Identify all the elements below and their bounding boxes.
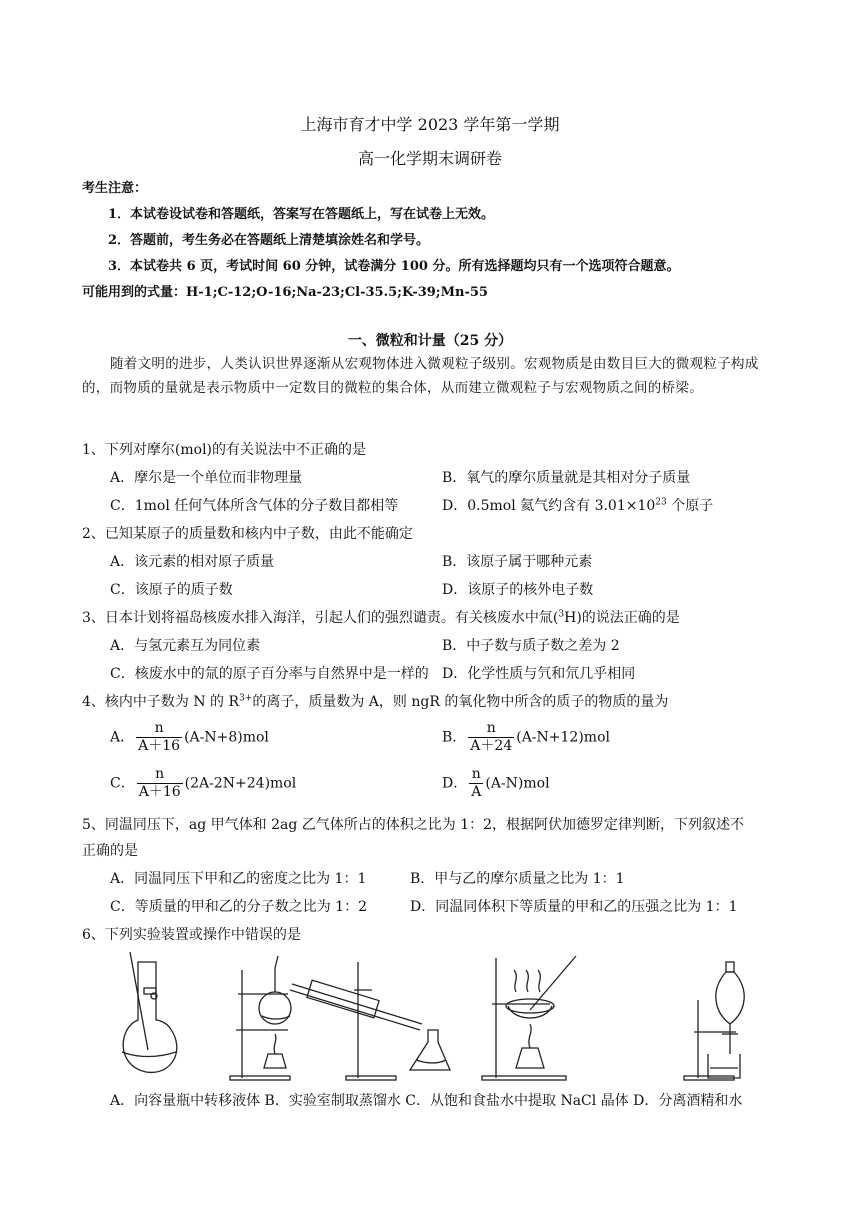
q2-option-a: A．该元素的相对原子质量 — [110, 554, 275, 570]
q4-option-a: A． $\frac{n}{A+16}$ (A-N+8)mol — [110, 720, 269, 754]
lab-apparatus-figure — [110, 950, 790, 1082]
evaporation-apparatus-icon — [482, 956, 576, 1080]
question-6-stem: 6、下列实验装置或操作中错误的是 — [82, 927, 301, 943]
exam-subtitle: 高一化学期末调研卷 — [357, 149, 502, 168]
q5-option-a: A．同温同压下甲和乙的密度之比为 1：1 — [110, 871, 367, 887]
q2-option-d: D．该原子的核外电子数 — [442, 582, 594, 598]
q4-option-c: C． $\frac{n}{A+16}$ (2A-2N+24)mol — [110, 766, 297, 800]
q2-option-c: C．该原子的质子数 — [110, 582, 233, 598]
q1-option-c: C．1mol 任何气体所含气体的分子数目都相等 — [110, 498, 399, 514]
question-5-stem-cont: 正确的是 — [82, 843, 138, 859]
notice-heading: 考生注意： — [82, 181, 148, 196]
section-heading: 一、微粒和计量（25 分） — [347, 333, 513, 349]
q4-option-b: B． $\frac{n}{A+24}$ (A-N+12)mol — [442, 720, 610, 754]
q3-option-d: D．化学性质与氕和氘几乎相同 — [442, 666, 636, 682]
q2-option-b: B．该原子属于哪种元素 — [442, 554, 593, 570]
notice-item-2: 2．答题前，考生务必在答题纸上清楚填涂姓名和学号。 — [108, 233, 430, 248]
q4-option-d: D． $\frac{n}{A}$ (A-N)mol — [442, 766, 550, 800]
q1-option-b: B．氧气的摩尔质量就是其相对分子质量 — [442, 470, 691, 486]
question-4-stem: 4、核内中子数为 N 的 $R^{3+}$的离子，质量数为 A，则 ngR 的氧化物中所含的质子的物质的量为 — [82, 693, 669, 710]
formula-masses: 可能用到的式量：H-1;C-12;O-16;Na-23;Cl-35.5;K-39;Mn-55 — [82, 285, 488, 300]
q3-option-c: C．核废水中的氚的原子百分率与自然界中是一样的 — [110, 666, 429, 682]
q1-option-d: D．0.5mol 氦气约含有 $3.01\times 10^{23}$ 个原子 — [442, 497, 714, 514]
question-2-stem: 2、已知某原子的质量数和核内中子数，由此不能确定 — [82, 526, 413, 542]
notice-item-1: 1．本试卷设试卷和答题纸，答案写在答题纸上，写在试卷上无效。 — [108, 207, 495, 222]
question-5-stem: 5、同温同压下，ag 甲气体和 2ag 乙气体所占的体积之比为 1：2，根据阿伏加德罗定律判断，下列叙述不 — [82, 817, 745, 833]
distillation-apparatus-icon — [230, 956, 450, 1080]
q3-option-a: A．与氢元素互为同位素 — [110, 638, 261, 654]
separatory-funnel-icon — [684, 962, 744, 1080]
q5-option-d: D．同温同体积下等质量的甲和乙的压强之比为 1：1 — [410, 899, 738, 915]
section-intro: 随着文明的进步，人类认识世界逐渐从宏观物体进入微观粒子级别。宏观物质是由数目巨大的微观粒子构成的，而物质的量就是表示物质中一定数目的微粒的集合体，从而建立微观粒子与宏观物质之间的桥梁。 — [82, 356, 759, 396]
question-1-stem: 1、下列对摩尔(mol)的有关说法中不正确的是 — [82, 442, 367, 458]
q5-option-b: B．甲与乙的摩尔质量之比为 1：1 — [410, 871, 625, 887]
fraction: $\frac{n}{A+16}$ — [138, 720, 181, 754]
q1-option-a: A．摩尔是一个单位而非物理量 — [110, 470, 303, 486]
fraction: $\frac{n}{A}$ — [471, 766, 482, 800]
volumetric-flask-icon — [122, 952, 177, 1072]
exam-title: 上海市育才中学 2023 学年第一学期 — [300, 115, 560, 134]
fraction: $\frac{n}{A+24}$ — [470, 720, 513, 754]
question-3-stem: 3、日本计划将福岛核废水排入海洋，引起人们的强烈谴责。有关核废水中氚($^3$H)的说法正确的是 — [82, 609, 680, 626]
q6-option-captions: A．向容量瓶中转移液体 B．实验室制取蒸馏水 C．从饱和食盐水中提取 NaCl 晶体 D．分离酒精和水 — [110, 1093, 743, 1109]
q3-option-b: B．中子数与质子数之差为 2 — [442, 638, 620, 654]
fraction: $\frac{n}{A+16}$ — [138, 766, 181, 800]
q5-option-c: C．等质量的甲和乙的分子数之比为 1：2 — [110, 899, 367, 915]
notice-item-3: 3．本试卷共 6 页，考试时间 60 分钟，试卷满分 100 分。所有选择题均只有一个选项符合题意。 — [108, 259, 680, 274]
